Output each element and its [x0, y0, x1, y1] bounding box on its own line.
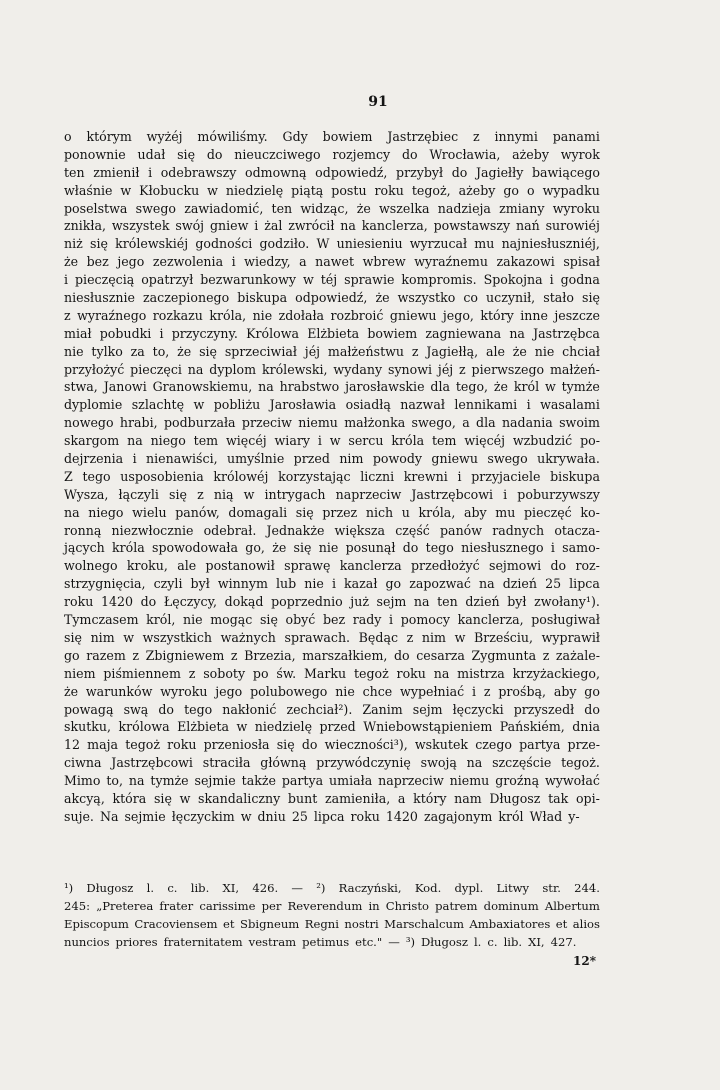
body-text-line: strzygnięcia, czyli był winnym lub nie i kazał go zapozwać na dzień 25 lipca — [64, 576, 600, 592]
body-text-line: że warunków wyroku jego polubowego nie chce wypełniać i z prośbą, aby go — [64, 683, 600, 699]
body-text-line: skargom na niego tem więcéj wiary i w sercu króla tem więcéj wzbudzić po- — [64, 433, 600, 449]
body-text-line: wolnego kroku, ale postanowił sprawę kanclerza przedłożyć sejmowi do roz- — [64, 558, 600, 574]
footnotes — [64, 880, 600, 952]
body-text-line: miał pobudki i przyczyny. Królowa Elżbieta bowiem zagniewana na Jastrzębca — [64, 325, 600, 341]
body-text-line: niem piśmiennem z soboty po św. Marku tegoż roku na mistrza krzyżackiego, — [64, 665, 600, 681]
body-text-line: go razem z Zbigniewem z Brzezia, marszałkiem, do cesarza Zygmunta z zażale- — [64, 647, 600, 663]
body-text — [64, 128, 600, 826]
body-text-line: powagą swą do tego nakłonić zechciał²). Zanim sejm łęczycki przyszedł do — [64, 701, 600, 717]
body-text-line: poselstwa swego zawiadomić, ten widząc, że wszelka nadzieja zmiany wyroku — [64, 200, 600, 216]
body-text-line: Wysza, łączyli się z nią w intrygach naprzeciw Jastrzębcowi i poburzywszy — [64, 486, 600, 502]
page-number: 91 — [368, 94, 388, 110]
body-text-line: znikła, wszystek swój gniew i żal zwrócił na kanclerza, powstawszy nań surowiéj — [64, 218, 600, 234]
body-text-line: nowego hrabi, podburzała przeciw niemu małżonka swego, a dla nadania swoim — [64, 415, 600, 431]
body-text-line: 12 maja tegoż roku przeniosła się do wieczności³), wskutek czego partya prze- — [64, 737, 600, 753]
body-text-line: z wyraźnego rozkazu króla, nie zdołała rozbroić gniewu jego, który inne jeszcze — [64, 307, 600, 323]
body-text-line: ronną niezwłocznie odebrał. Jednakże większa część panów radnych otacza- — [64, 522, 600, 538]
body-text-line: roku 1420 do Łęczycy, dokąd poprzednio już sejm na ten dzień był zwołany¹). — [64, 594, 600, 610]
body-text-line: niż się królewskiéj godności godziło. W uniesieniu wyrzucał mu najniesłuszniéj, — [64, 236, 600, 252]
body-text-line: dyplomie szlachtę w pobliżu Jarosławia osiadłą nazwał lennikami i wasalami — [64, 397, 600, 413]
body-text-line: się nim w wszystkich ważnych sprawach. Będąc z nim w Brześciu, wyprawił — [64, 629, 600, 645]
footnote-line: ¹) Długosz l. c. lib. XI, 426. — ²) Raczyński, Kod. dypl. Litwy str. 244. — [64, 881, 600, 895]
signature-mark: 12* — [573, 954, 596, 968]
body-text-line: Z tego usposobienia królowéj korzystając liczni krewni i przyjaciele biskupa — [64, 468, 600, 484]
footnote-line: Episcopum Cracoviensem et Sbigneum Regni nostri Marschalcum Ambaxiatores et alios — [64, 916, 600, 931]
body-text-line: i pieczęcią opatrzył bezwarunkowy w téj sprawie kompromis. Spokojna i godna — [64, 272, 600, 288]
body-text-line: stwa, Janowi Granowskiemu, na hrabstwo jarosławskie dla tego, że król w tymże — [64, 379, 600, 395]
footnote-line: nuncios priores fraternitatem vestram petimus etc." — ³) Długosz l. c. lib. XI, 427. — [64, 934, 577, 949]
body-text-line: właśnie w Kłobucku w niedzielę piątą postu roku tegoż, ażeby go o wypadku — [64, 182, 600, 198]
footnote-line: 245: „Preterea frater carissime per Reverendum in Christo patrem dominum Albertum — [64, 898, 600, 913]
body-text-line: Mimo to, na tymże sejmie także partya umiała naprzeciw niemu groźną wywołać — [64, 773, 600, 789]
body-text-line: na niego wielu panów, domagali się przez nich u króla, aby mu pieczęć ko- — [64, 504, 600, 520]
body-text-line: ciwna Jastrzębcowi straciła główną przywódczynię swoją na szczęście tegoż. — [64, 755, 600, 771]
body-text-line: niesłusznie zaczepionego biskupa odpowiedź, że wszystko co uczynił, stało się — [64, 290, 600, 306]
body-text-line: o którym wyżéj mówiliśmy. Gdy bowiem Jastrzębiec z innymi panami — [64, 129, 600, 144]
body-text-line: suje. Na sejmie łęczyckim w dniu 25 lipca roku 1420 zagajonym król Wład y- — [64, 808, 580, 824]
body-text-line: skutku, królowa Elżbieta w niedzielę przed Wniebowstąpieniem Pańskiém, dnia — [64, 719, 600, 735]
body-text-line: jących króla spowodowała go, że się nie posunął do tego niesłusznego i samo- — [64, 540, 600, 556]
body-text-line: nie tylko za to, że się sprzeciwiał jéj małżeństwu z Jagiełłą, ale że nie chciał — [64, 343, 600, 359]
body-text-line: akcyą, która się w skandaliczny bunt zamieniła, a który nam Długosz tak opi- — [64, 790, 600, 806]
body-text-line: przyłożyć pieczęci na dyplom królewski, wydany synowi jéj z pierwszego małżeń- — [64, 361, 600, 377]
body-text-line: ponownie udał się do nieuczciwego rozjemcy do Wrocławia, ażeby wyrok — [64, 146, 600, 162]
body-text-line: Tymczasem król, nie mogąc się obyć bez rady i pomocy kanclerza, posługiwał — [64, 612, 600, 628]
body-text-line: ten zmienił i odebrawszy odmowną odpowiedź, przybył do Jagiełły bawiącego — [64, 164, 600, 180]
body-text-line: dejrzenia i nienawiści, umyślnie przed nim powody gniewu swego ukrywała. — [64, 451, 600, 467]
body-text-line: że bez jego zezwolenia i wiedzy, a nawet wbrew wyraźnemu zakazowi spisał — [64, 254, 600, 270]
